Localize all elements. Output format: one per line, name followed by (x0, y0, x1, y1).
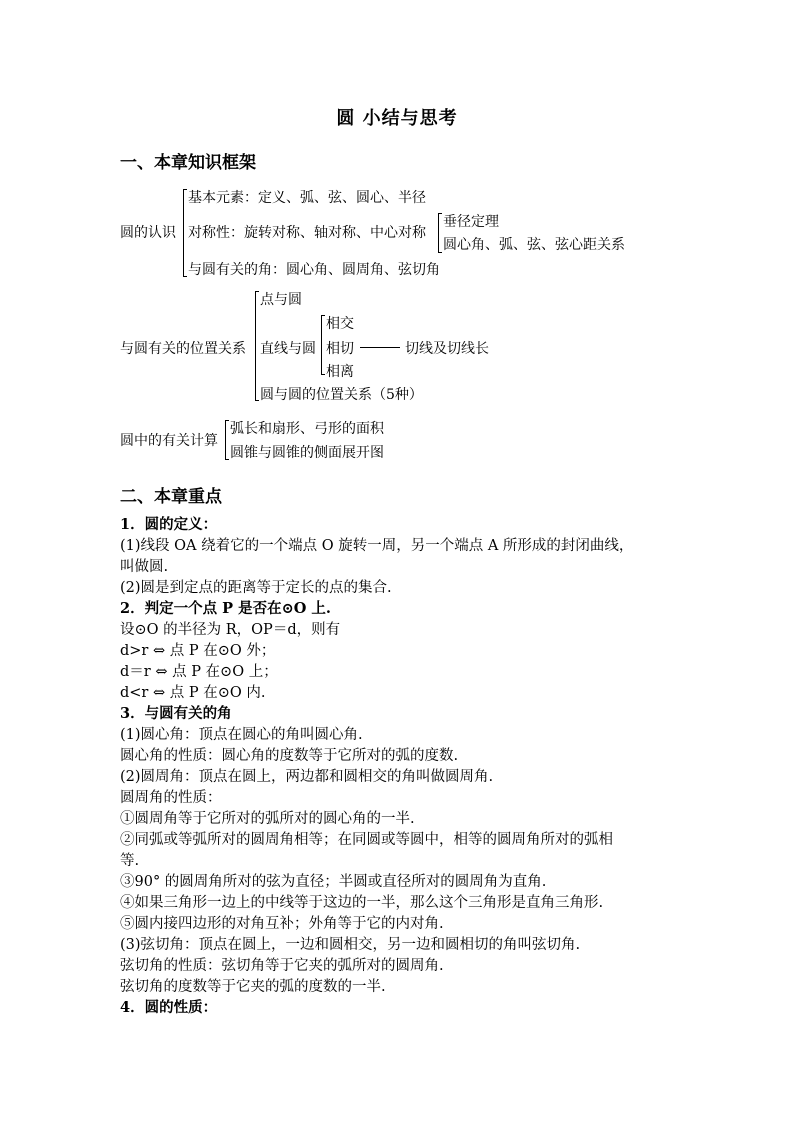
recognition-brace (183, 189, 184, 277)
section1-heading: 一、本章知识框架 (120, 153, 256, 173)
point2-heading: 2．判定一个点 P 是否在⊙O 上. (120, 600, 331, 617)
angle-line-9: ④如果三角形一边上的中线等于这边的一半，那么这个三角形是直角三角形. (120, 895, 604, 911)
position-item-circle: 圆与圆的位置关系（5种） (260, 387, 423, 403)
recognition-item-symmetry: 对称性：旋转对称、轴对称、中心对称 (188, 225, 426, 241)
definition-line-1: (1)线段 OA 绕着它的一个端点 O 旋转一周，另一个端点 A 所形成的封闭曲线， (120, 538, 634, 554)
definition-line-3: (2)圆是到定点的距离等于定长的点的集合. (120, 580, 392, 596)
position-brace (255, 291, 256, 401)
angle-line-5: ①圆周角等于它所对的弧所对的圆心角的一半. (120, 811, 415, 827)
point3-heading: 3．与圆有关的角 (120, 705, 232, 722)
line-sub-intersect: 相交 (326, 316, 354, 332)
tangent-note: 切线及切线长 (405, 341, 489, 357)
angle-line-8: ③90° 的圆周角所对的弦为直径；半圆或直径所对的圆周角为直角. (120, 874, 547, 890)
judge-line-3: d＝r ⇔ 点 P 在⊙O 上； (120, 664, 278, 680)
judge-line-2: d>r ⇔ 点 P 在⊙O 外； (120, 643, 276, 659)
angle-line-3: (2)圆周角：顶点在圆上，两边都和圆相交的角叫做圆周角. (120, 769, 494, 785)
recognition-item-basic: 基本元素：定义、弧、弦、圆心、半径 (188, 190, 426, 206)
symmetry-sub-relation: 圆心角、弧、弦、弦心距关系 (443, 237, 625, 253)
calc-item-arc: 弧长和扇形、弓形的面积 (230, 421, 384, 437)
calc-brace (225, 420, 226, 460)
symmetry-brace (438, 213, 439, 253)
judge-line-1: 设⊙O 的半径为 R，OP＝d，则有 (120, 622, 341, 638)
tangent-connector-line (360, 347, 400, 348)
calc-item-cone: 圆锥与圆锥的侧面展开图 (230, 445, 384, 461)
symmetry-sub-perpendicular: 垂径定理 (443, 214, 499, 230)
judge-line-4: d<r ⇔ 点 P 在⊙O 内. (120, 685, 266, 701)
angle-line-6: ②同弧或等弧所对的圆周角相等；在同圆或等圆中，相等的圆周角所对的弧相 (120, 832, 613, 848)
line-sub-tangent: 相切 (326, 341, 354, 357)
position-item-line: 直线与圆 (260, 341, 316, 357)
position-root: 与圆有关的位置关系 (120, 341, 246, 357)
point4-heading: 4．圆的性质： (120, 999, 218, 1016)
calc-root: 圆中的有关计算 (120, 433, 218, 449)
line-brace (321, 315, 322, 375)
angle-line-4: 圆周角的性质： (120, 790, 222, 806)
angle-line-1: (1)圆心角：顶点在圆心的角叫圆心角. (120, 727, 363, 743)
definition-line-2: 叫做圆. (120, 559, 169, 575)
angle-line-13: 弦切角的度数等于它夹的弧的度数的一半. (120, 979, 386, 995)
angle-line-11: (3)弦切角：顶点在圆上，一边和圆相交，另一边和圆相切的角叫弦切角. (120, 937, 581, 953)
recognition-root: 圆的认识 (120, 225, 176, 241)
recognition-item-angles: 与圆有关的角：圆心角、圆周角、弦切角 (188, 262, 440, 278)
page-title: 圆 小结与思考 (336, 108, 458, 129)
angle-line-10: ⑤圆内接四边形的对角互补；外角等于它的内对角. (120, 916, 444, 932)
position-item-point: 点与圆 (260, 292, 302, 308)
section2-heading: 二、本章重点 (120, 487, 222, 507)
angle-line-2: 圆心角的性质：圆心角的度数等于它所对的弧的度数. (120, 748, 459, 764)
point1-heading: 1．圆的定义： (120, 516, 218, 533)
angle-line-12: 弦切角的性质：弦切角等于它夹的弧所对的圆周角. (120, 958, 444, 974)
line-sub-separate: 相离 (326, 364, 354, 380)
angle-line-7: 等. (120, 853, 140, 869)
